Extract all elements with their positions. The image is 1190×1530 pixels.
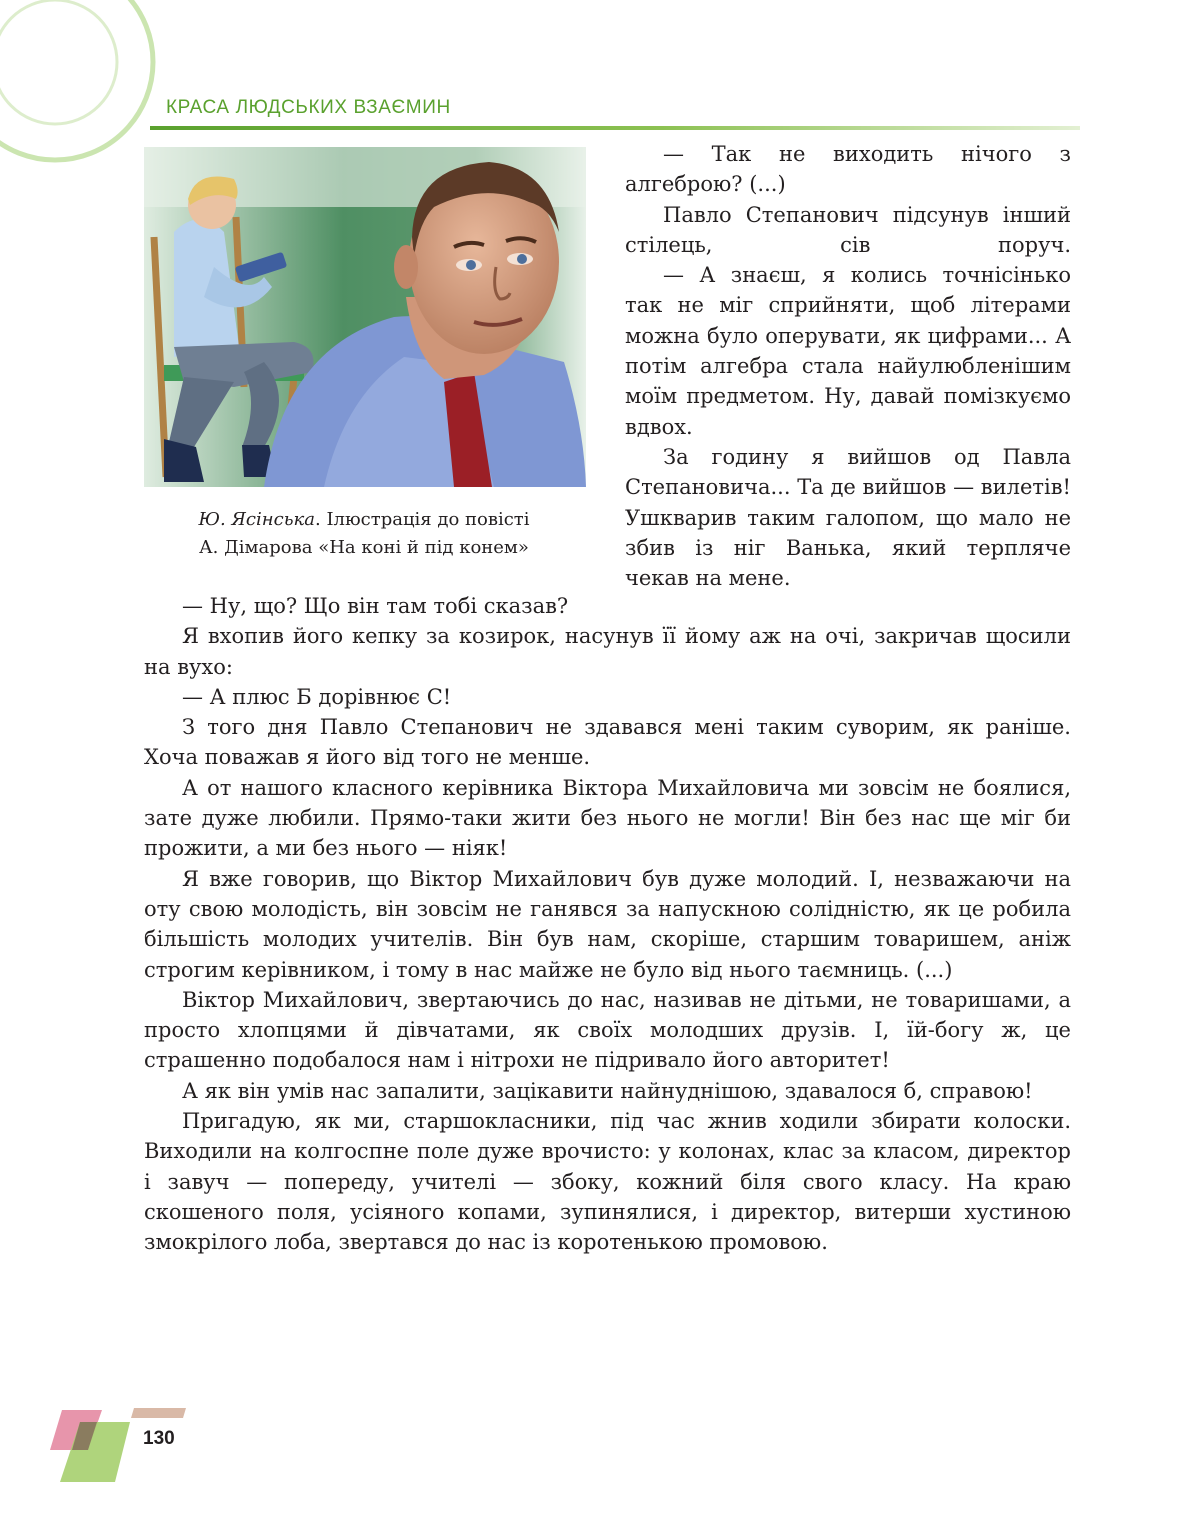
paragraph: А от нашого класного керівника Віктора Михайловича ми зовсім не боялися, зате дуже любили. Прямо-таки жити без нього не могли! Він без нас ще міг би прожити, а ми без нього — ніяк! xyxy=(144,775,1071,861)
illustration-caption xyxy=(144,506,584,562)
page-number: 130 xyxy=(143,1428,175,1449)
paragraph: З того дня Павло Степанович не здавався мені таким суворим, як раніше. Хоча поважав я його від того не менше. xyxy=(144,715,1071,770)
paragraph: Віктор Михайлович, звертаючись до нас, називав не дітьми, не товаришами, а просто хлопцями й дівчатами, як своїх молодших друзів. І, їй-богу ж, це страшенно подобалося нам і нітрохи не підривало його авторитет! xyxy=(144,987,1071,1073)
paragraph: Я вже говорив, що Віктор Михайлович був дуже молодий. І, незважаючи на оту свою молодість, він зовсім не ганявся за напускною солідністю, як це робила більшість молодих учителів. Він був нам, скоріше, старшим товаришем, аніж строгим керівником, і тому в нас майже не було від нього таємниць. (...) xyxy=(144,866,1071,982)
paragraph: — А знаєш, я колись точнісінько так не міг сприйняти, щоб літерами можна було оперувати, як цифрами... А потім алгебра стала найулюбленішим моїм предметом. Ну, давай помізкуємо вдвох. xyxy=(625,263,1071,439)
paragraph: За годину я вийшов од Павла Степановича... Та де вийшов — вилетів! Ушкварив таким галопом, що мало не збив із ніг Ванька, який терпляче чекав на мене. xyxy=(625,444,1071,591)
right-column-text xyxy=(625,139,1071,593)
paragraph: — Так не виходить нічого з алгеброю? (...) xyxy=(625,142,1071,197)
caption-author: Ю. Ясінська xyxy=(198,509,315,530)
section-title: КРАСА ЛЮДСЬКИХ ВЗАЄМИН xyxy=(166,97,451,118)
paragraph: — Ну, що? Що він там тобі сказав? xyxy=(182,594,569,618)
decorative-arcs xyxy=(0,0,175,170)
main-text xyxy=(144,591,1071,1258)
caption-text: . Ілюстрація до повісті xyxy=(315,509,530,530)
paragraph: Пригадую, як ми, старшокласники, під час жнив ходили збирати колоски. Виходили на колгоспне поле дуже врочисто: у колонах, клас за класом, директор і завуч — попереду, учителі — збоку, кожний біля свого класу. На краю скошеного поля, усіяного копами, зупинялися, і директор, витерши хустиною змокрілого лоба, звертався до нас із коротенькою промовою. xyxy=(144,1109,1071,1255)
header-rule xyxy=(150,125,1080,133)
book-illustration xyxy=(144,147,586,487)
paragraph: Павло Степанович підсунув інший стілець, сів поруч. xyxy=(625,202,1071,257)
paragraph: — А плюс Б дорівнює С! xyxy=(182,684,452,709)
paragraph: А як він умів нас запалити, зацікавити найнуднішою, здавалося б, справою! xyxy=(182,1078,1033,1103)
paragraph: Я вхопив його кепку за козирок, насунув її йому аж на очі, закричав щосили на вухо: xyxy=(144,624,1071,679)
caption-text-line2: А. Дімарова «На коні й під конем» xyxy=(199,537,529,558)
